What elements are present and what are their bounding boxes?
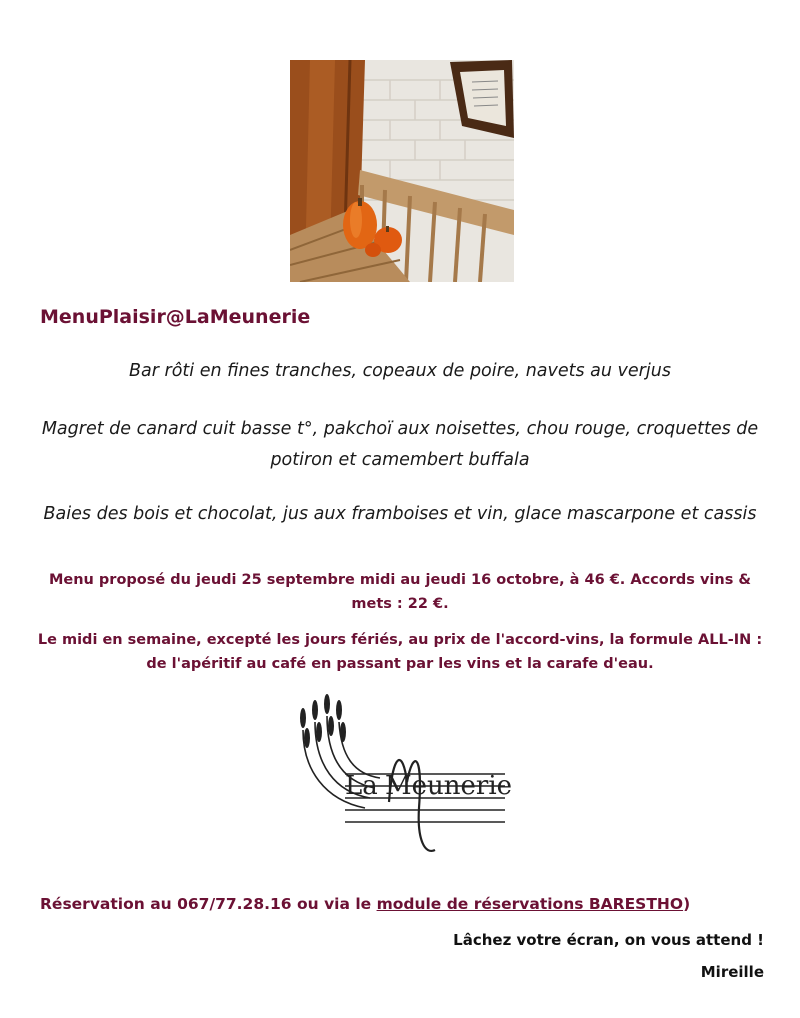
la-meunerie-logo	[285, 690, 515, 862]
main-dish: Magret de canard cuit basse t°, pakchoï aux noisettes, chou rouge, croquettes de potiron et camembert buffala	[41, 419, 759, 470]
closing-line: Lâchez votre écran, on vous attend !	[453, 931, 764, 949]
reservation-line	[40, 895, 690, 913]
reservation-prefix: Réservation au 067/77.28.16 ou via le	[40, 895, 377, 913]
offer-details: Menu proposé du jeudi 25 septembre midi au jeudi 16 octobre, à 46 €. Accords vins & mets : 22 €.	[48, 572, 752, 612]
logo-la-text: La	[345, 771, 378, 801]
reservation-suffix: )	[683, 895, 691, 913]
lunch-formula: Le midi en semaine, excepté les jours fériés, au prix de l'accord-vins, la formule ALL-IN : de l'apéritif au café en passant par les vins et la carafe d'eau.	[37, 632, 763, 672]
signature: Mireille	[700, 963, 764, 981]
restaurant-photo	[290, 60, 514, 282]
dessert-dish: Baies des bois et chocolat, jus aux framboises et vin, glace mascarpone et cassis	[43, 504, 757, 524]
starter-dish: Bar rôti en fines tranches, copeaux de poire, navets au verjus	[129, 361, 671, 381]
logo-meunerie-text: Meunerie	[385, 771, 513, 801]
menu-title: MenuPlaisir@LaMeunerie	[40, 306, 311, 328]
barestho-reservation-link[interactable]: module de réservations BARESTHO	[376, 895, 684, 913]
